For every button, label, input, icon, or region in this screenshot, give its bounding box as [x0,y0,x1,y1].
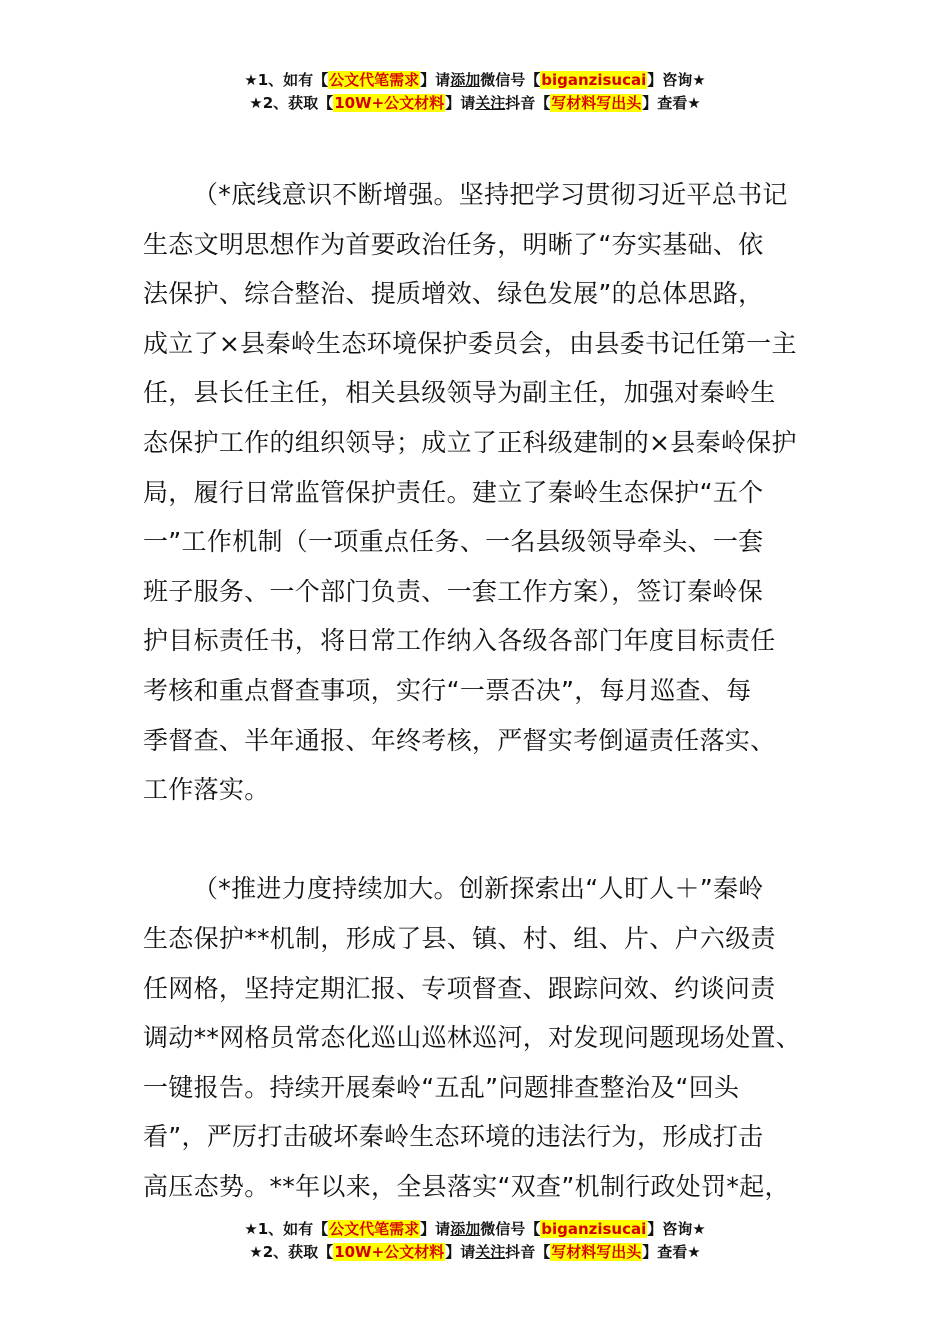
footer-banner [0,1218,950,1264]
paragraph-line: 考核和重点督查事项，实行“一票否决”，每月巡查、每 [143,675,752,705]
banner-highlight: 公文代笔需求 [329,71,420,89]
paragraph-line: 高压态势。**年以来，全县落实“双查”机制行政处罚*起， [143,1171,790,1201]
header-banner [0,69,950,115]
banner-line-1: ★1、如有【公文代笔需求】请添加微信号【biganzisucai】咨询★ [244,1220,706,1238]
paragraph-line: 任网格，坚持定期汇报、专项督查、跟踪问效、约谈问责 [143,973,776,1003]
banner-highlight: 写材料写出头 [551,1243,642,1261]
paragraph-line: 调动**网格员常态化巡山巡林巡河，对发现问题现场处置、 [143,1023,802,1053]
paragraph-line: 一键报告。持续开展秦岭“五乱”问题排查整治及“回头 [143,1072,740,1102]
paragraph-line: 护目标责任书，将日常工作纳入各级各部门年度目标责任 [143,626,776,656]
banner-highlight: biganzisucai [541,71,647,89]
paragraph-line: （*推进力度持续加大。创新探索出“人盯人＋”秦岭 [193,874,764,904]
paragraph-line: 班子服务、一个部门负责、一套工作方案），签订秦岭保 [143,576,764,606]
banner-line-2: ★2、获取【10W+公文材料】请关注抖音【写材料写出头】查看★ [249,94,701,112]
banner-underline: 关注 [475,1243,506,1261]
paragraph-line: 局，履行日常监管保护责任。建立了秦岭生态保护“五个 [143,477,764,507]
paragraph-line: 任，县长任主任，相关县级领导为副主任，加强对秦岭生 [143,378,776,408]
paragraph-line: 生态保护**机制，形成了县、镇、村、组、片、户六级责 [143,923,776,953]
paragraph-line: 看”，严厉打击破坏秦岭生态环境的违法行为，形成打击 [143,1122,764,1152]
paragraph-line: 一”工作机制（一项重点任务、一名县级领导牵头、一套 [143,527,764,557]
banner-underline: 关注 [475,94,506,112]
paragraph-line: 成立了×县秦岭生态环境保护委员会，由县委书记任第一主 [143,328,797,358]
paragraph-bottom-line-awareness [143,170,823,815]
document-body [143,170,823,1211]
paragraph-line: 法保护、综合整治、提质增效、绿色发展”的总体思路， [143,279,764,309]
banner-underline: 添加 [450,71,481,89]
banner-underline: 添加 [450,1220,481,1238]
paragraph-line: 工作落实。 [143,775,270,805]
paragraph-line: 生态文明思想作为首要政治任务，明晰了“夯实基础、依 [143,229,764,259]
banner-line-1: ★1、如有【公文代笔需求】请添加微信号【biganzisucai】咨询★ [244,71,706,89]
banner-highlight: biganzisucai [541,1220,647,1238]
banner-line-2: ★2、获取【10W+公文材料】请关注抖音【写材料写出头】查看★ [249,1243,701,1261]
banner-highlight: 10W+公文材料 [334,94,445,112]
banner-highlight: 写材料写出头 [551,94,642,112]
paragraph-line: 态保护工作的组织领导；成立了正科级建制的×县秦岭保护 [143,427,797,457]
paragraph-promotion-efforts [143,864,823,1211]
paragraph-spacer [143,815,823,865]
paragraph-line: （*底线意识不断增强。坚持把学习贯彻习近平总书记 [193,180,788,209]
banner-highlight: 10W+公文材料 [334,1243,445,1261]
paragraph-line: 季督查、半年通报、年终考核，严督实考倒逼责任落实、 [143,725,776,755]
banner-highlight: 公文代笔需求 [329,1220,420,1238]
